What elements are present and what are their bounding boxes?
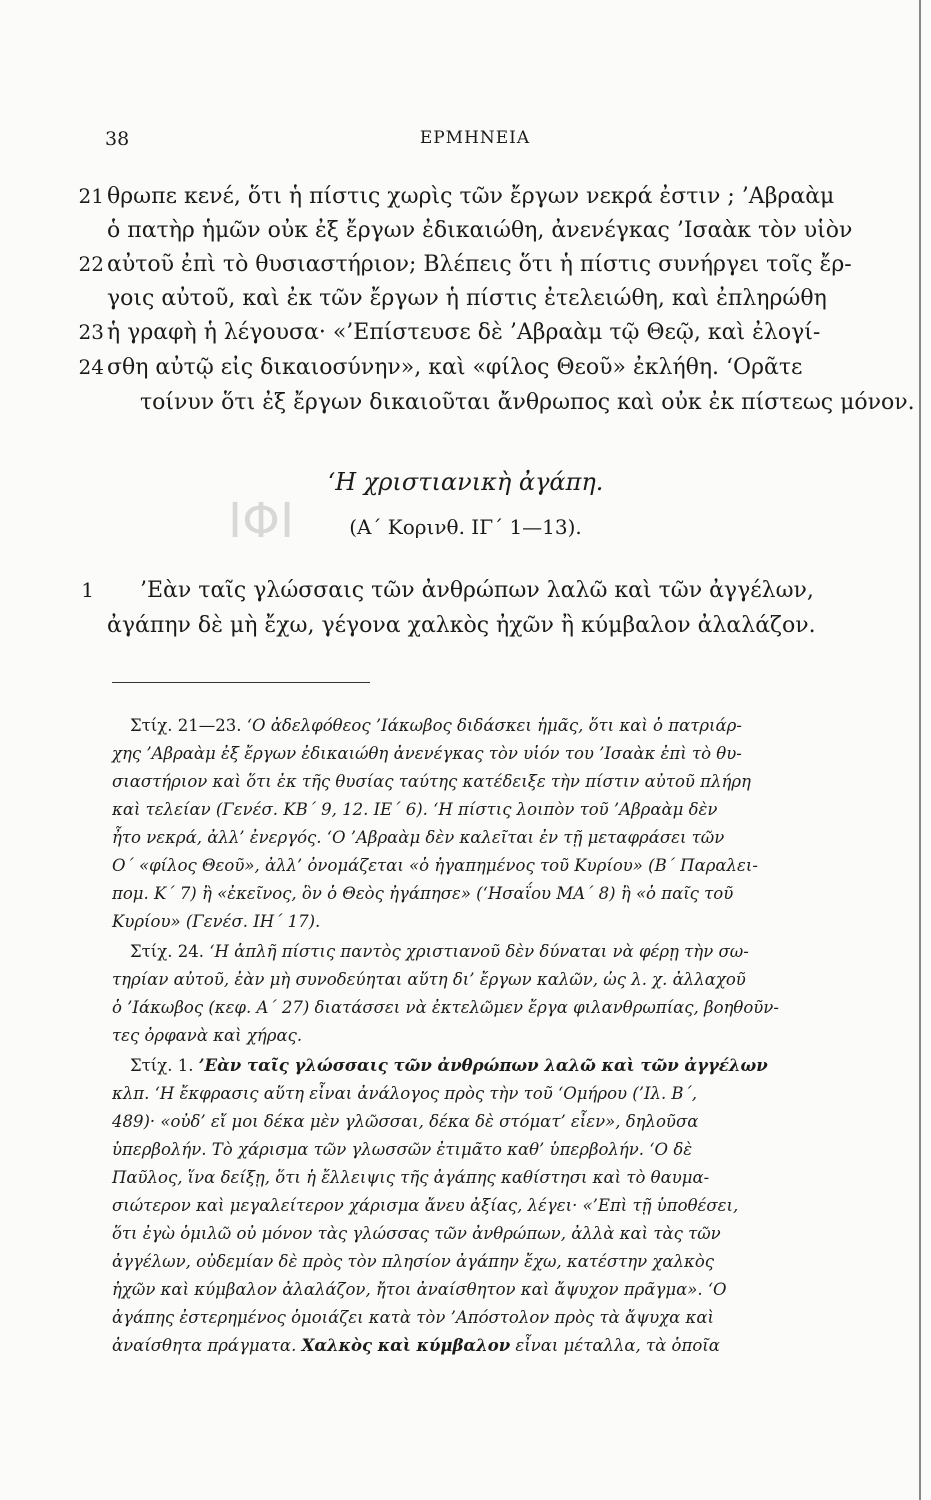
footnote-line (0, 1168, 931, 1198)
verse-number: 21 (78, 184, 104, 208)
footnote-line (0, 998, 931, 1028)
footnote-line (0, 1336, 931, 1366)
footnote-line (0, 1056, 931, 1086)
text-line (0, 613, 931, 653)
footnote-bold-lemma: ’Εὰν ταῖς γλώσσαις τῶν ἀνθρώπων λαλῶ καὶ τῶν ἀγγέλων (198, 1056, 768, 1075)
footnote-line (0, 942, 931, 972)
footnote-line (0, 1196, 931, 1226)
footnote-line-text: σιώτερον καὶ μεγαλείτερον χάρισμα ἄνευ ἀξίας, λέγει· «’Επὶ τῇ ὑποθέσει, (112, 1196, 739, 1215)
footnote-line-text: ἦτο νεκρά, ἀλλ’ ἐνεργός. ‘Ο ’Αβραὰμ δὲν καλεῖται ἐν τῇ μεταφράσει τῶν (112, 828, 725, 847)
line-text: θρωπε κενέ, ὅτι ἡ πίστις χωρὶς τῶν ἔργων νεκρά ἐστιν ; ’Αβραὰμ (107, 184, 835, 209)
footnote-line (0, 970, 931, 1000)
footnote-line (0, 912, 931, 942)
footnote-line-text: ἀγάπης ἐστερημένος ὁμοιάζει κατὰ τὸν ’Απόστολον πρὸς τὰ ἄψυχα καὶ (112, 1308, 714, 1327)
footnote-line-text: Κυρίου» (Γενέσ. ΙΗ΄ 17). (112, 912, 321, 931)
line-text: ἡ γραφὴ ἡ λέγουσα· «’Επίστευσε δὲ ’Αβραὰμ τῷ Θεῷ, καὶ ἐλογί- (107, 320, 821, 345)
footnote-line-text: ἀγγέλων, οὐδεμίαν δὲ πρὸς τὸν πλησίον ἀγάπην ἔχω, κατέστην χαλκὸς (112, 1252, 715, 1271)
footnote-line-text: σιαστήριον καὶ ὅτι ἐκ τῆς θυσίας ταύτης κατέδειξε τὴν πίστιν αὐτοῦ πλήρη (112, 772, 751, 791)
line-text: γοις αὐτοῦ, καὶ ἐκ τῶν ἔργων ἡ πίστις ἐτελειώθη, καὶ ἐπληρώθη (107, 286, 827, 311)
footnote-line-text (130, 1056, 768, 1075)
text-line (0, 355, 931, 395)
footnote-line-text: τηρίαν αὐτοῦ, ἐὰν μὴ συνοδεύηται αὕτη δι’ ἔργων καλῶν, ὡς λ. χ. ἀλλαχοῦ (112, 970, 746, 989)
footnote-line-text: τες ὀρφανὰ καὶ χήρας. (112, 1026, 303, 1045)
footnote-separator (112, 682, 370, 683)
footnote-line (0, 1112, 931, 1142)
footnote-line (0, 772, 931, 802)
page-number: 38 (105, 128, 130, 150)
verse-number: 23 (78, 320, 104, 344)
footnote-line (0, 1140, 931, 1170)
footnote-line-text: Στίχ. 24. ‘Η ἁπλῆ πίστις παντὸς χριστιανοῦ δὲν δύναται νὰ φέρῃ τὴν σω- (130, 942, 749, 961)
running-title: ΕΡΜΗΝΕΙΑ (419, 128, 531, 148)
footnote-line (0, 856, 931, 886)
footnote-line (0, 884, 931, 914)
footnote-line (0, 1224, 931, 1254)
footnote-line-text: καὶ τελείαν (Γενέσ. ΚΒ΄ 9, 12. ΙΕ΄ 6). ‘Η πίστις λοιπὸν τοῦ ’Αβραὰμ δὲν (112, 800, 718, 819)
footnote-line-text: κλπ. ‘Η ἔκφρασις αὕτη εἶναι ἀνάλογος πρὸς τὴν τοῦ ‘Ομήρου (’Ιλ. Β΄, (112, 1084, 698, 1103)
footnote-line (0, 1026, 931, 1056)
footnote-line-text: Ο΄ «φίλος Θεοῦ», ἀλλ’ ὀνομάζεται «ὁ ἠγαπημένος τοῦ Κυρίου» (Β΄ Παραλει- (112, 856, 758, 875)
footnote-bold-lemma: Χαλκὸς καὶ κύμβαλον (301, 1336, 511, 1355)
footnote-line-text: 489)· «οὐδ’ εἴ μοι δέκα μὲν γλῶσσαι, δέκα δὲ στόματ’ εἶεν», δηλοῦσα (112, 1112, 699, 1131)
footnote-line-text: Στίχ. 21—23. ‘Ο ἀδελφόθεος ’Ιάκωβος διδάσκει ἡμᾶς, ὅτι καὶ ὁ πατριάρ- (130, 716, 742, 735)
line-text: τοίνυν ὅτι ἐξ ἔργων δικαιοῦται ἄνθρωπος καὶ οὐκ ἐκ πίστεως μόνον. (140, 390, 915, 415)
library-stamp: ΙΦΙ (228, 493, 295, 549)
footnote-line-text: Παῦλος, ἵνα δείξῃ, ὅτι ἡ ἔλλειψις τῆς ἀγάπης καθίστησι καὶ τὸ θαυμα- (112, 1168, 710, 1187)
footnote-line (0, 1084, 931, 1114)
running-header (105, 128, 845, 158)
footnote-label: Στίχ. 1. (130, 1056, 194, 1075)
line-text: ἀγάπην δὲ μὴ ἔχω, γέγονα χαλκὸς ἠχῶν ἢ κύμβαλον ἀλαλάζον. (107, 613, 816, 638)
verse-number: 1 (81, 578, 94, 602)
footnote-line-text: ὑπερβολήν. Τὸ χάρισμα τῶν γλωσσῶν ἐτιμᾶτο καθ’ ὑπερβολήν. ‘Ο δὲ (112, 1140, 693, 1159)
line-text: σθη αὐτῷ εἰς δικαιοσύνην», καὶ «φίλος Θεοῦ» ἐκλήθη. ‘Ορᾶτε (107, 355, 803, 380)
footnote-line (0, 1308, 931, 1338)
line-text: ὁ πατὴρ ἡμῶν οὐκ ἐξ ἔργων ἐδικαιώθη, ἀνενέγκας ’Ισαὰκ τὸν υἱὸν (107, 218, 853, 243)
section-title: ‘Η χριστιανικὴ ἀγάπη. (327, 468, 604, 496)
verse-number: 24 (78, 355, 104, 379)
footnote-line-text: χης ’Αβραὰμ ἐξ ἔργων ἐδικαιώθη ἀνενέγκας τὸν υἱόν του ’Ισαὰκ ἐπὶ τὸ θυ- (112, 744, 742, 763)
footnote-line-text: ὅτι ἐγὼ ὁμιλῶ οὐ μόνον τὰς γλώσσας τῶν ἀνθρώπων, ἀλλὰ καὶ τὰς τῶν (112, 1224, 721, 1243)
footnote-label: Στίχ. 24. (130, 942, 204, 961)
text-line (0, 578, 931, 618)
text-line (0, 320, 931, 360)
footnote-line-text: πομ. Κ΄ 7) ἢ «ἐκεῖνος, ὃν ὁ Θεὸς ἠγάπησε» (‘Ησαΐου ΜΑ΄ 8) ἢ «ὁ παῖς τοῦ (112, 884, 734, 903)
verse-number: 22 (78, 252, 104, 276)
section-reference: (Α΄ Κορινθ. ΙΓ΄ 1—13). (349, 515, 582, 539)
line-text: αὐτοῦ ἐπὶ τὸ θυσιαστήριον; Βλέπεις ὅτι ἡ πίστις συνήργει τοῖς ἔρ- (107, 252, 852, 277)
footnote-line-text: ἀναίσθητα πράγματα. Χαλκὸς καὶ κύμβαλον εἶναι μέταλλα, τὰ ὁποῖα (112, 1336, 720, 1355)
footnote-label: Στίχ. 21—23. (130, 716, 242, 735)
line-text: ’Εὰν ταῖς γλώσσαις τῶν ἀνθρώπων λαλῶ καὶ τῶν ἀγγέλων, (140, 578, 814, 603)
text-line (0, 390, 931, 430)
footnote-line (0, 800, 931, 830)
footnote-line-text: ὁ ’Ιάκωβος (κεφ. Α΄ 27) διατάσσει νὰ ἐκτελῶμεν ἔργα φιλανθρωπίας, βοηθοῦν- (112, 998, 779, 1017)
footnote-line-text: ἠχῶν καὶ κύμβαλον ἀλαλάζον, ἤτοι ἀναίσθητον καὶ ἄψυχον πρᾶγμα». ‘Ο (112, 1280, 727, 1299)
footnote-line (0, 828, 931, 858)
footnote-line (0, 744, 931, 774)
footnote-line (0, 1280, 931, 1310)
footnote-line (0, 1252, 931, 1282)
footnote-line (0, 716, 931, 746)
